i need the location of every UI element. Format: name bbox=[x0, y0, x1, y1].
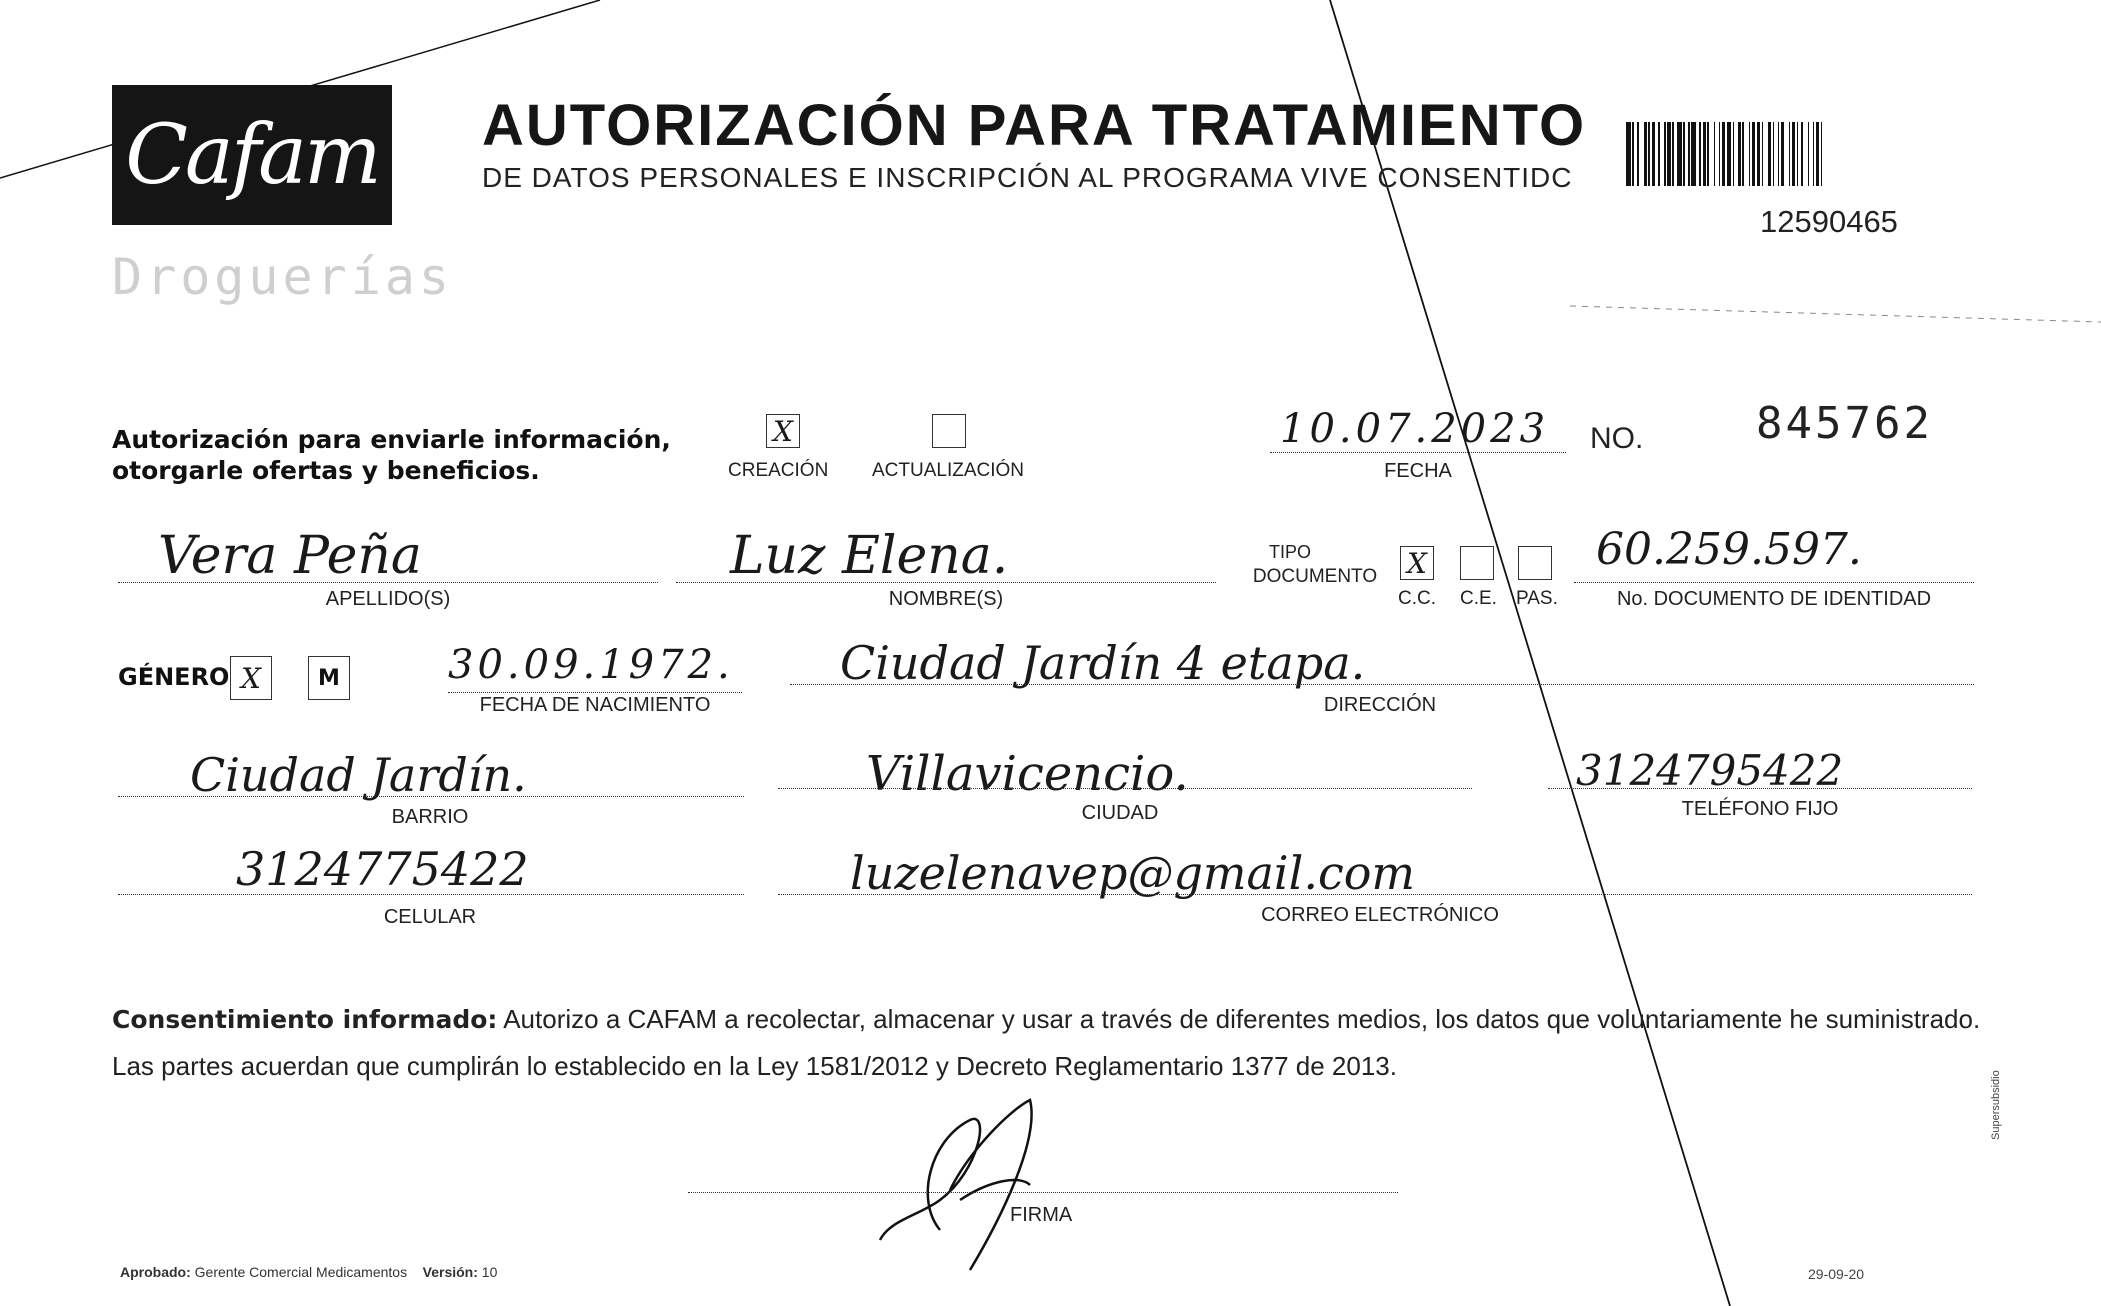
barcode bbox=[1626, 122, 1972, 186]
barcode-number: 12590465 bbox=[1760, 204, 1898, 239]
authorization-label-line2: otorgarle ofertas y beneficios. bbox=[112, 456, 540, 485]
correo-label: CORREO ELECTRÓNICO bbox=[1261, 904, 1499, 926]
ciudad-label: CIUDAD bbox=[1081, 802, 1159, 824]
creacion-mark: X bbox=[773, 414, 793, 448]
nacimiento-label: FECHA DE NACIMIENTO bbox=[479, 694, 711, 716]
ciudad-value[interactable]: Villavicencio. bbox=[866, 746, 1189, 802]
nombres-value[interactable]: Luz Elena. bbox=[730, 526, 1009, 586]
nacimiento-line bbox=[448, 692, 742, 693]
consent-body: Autorizo a CAFAM a recolectar, almacenar y usar a través de diferentes medios, los datos que voluntariamente he suministrado. bbox=[503, 1004, 1981, 1034]
creacion-label: CREACIÓN bbox=[728, 460, 829, 481]
no-label: NO. bbox=[1590, 422, 1644, 455]
page-title: AUTORIZACIÓN PARA TRATAMIENTO bbox=[482, 93, 1587, 158]
nombres-label: NOMBRE(S) bbox=[888, 588, 1004, 610]
actualizacion-checkbox[interactable] bbox=[932, 414, 966, 448]
pas-label: PAS. bbox=[1516, 588, 1558, 609]
authorization-label bbox=[112, 424, 671, 486]
fecha-value[interactable]: 10.07.2023 bbox=[1280, 406, 1550, 452]
celular-label: CELULAR bbox=[383, 906, 477, 928]
consent-text bbox=[112, 996, 1992, 1089]
cc-mark: X bbox=[1407, 546, 1427, 580]
direccion-value[interactable]: Ciudad Jardín 4 etapa. bbox=[840, 636, 1366, 690]
genero-f-mark: X bbox=[241, 661, 261, 695]
direccion-line bbox=[790, 684, 1974, 685]
tipo-documento-label-1: TIPO bbox=[1268, 542, 1311, 562]
consent-bold: Consentimiento informado: bbox=[112, 1005, 498, 1034]
correo-line bbox=[778, 894, 1972, 895]
form-number: 845762 bbox=[1756, 398, 1933, 449]
version-value: 10 bbox=[481, 1264, 498, 1280]
genero-m-checkbox[interactable] bbox=[308, 656, 350, 700]
nombres-line bbox=[676, 582, 1216, 583]
documento-label: No. DOCUMENTO DE IDENTIDAD bbox=[1616, 588, 1932, 610]
barrio-line bbox=[118, 796, 744, 797]
signature-scribble bbox=[820, 1080, 1080, 1280]
apellidos-value[interactable]: Vera Peña bbox=[158, 526, 422, 586]
barrio-value[interactable]: Ciudad Jardín. bbox=[190, 748, 527, 802]
telefono-value[interactable]: 3124795422 bbox=[1576, 746, 1844, 795]
cc-label: C.C. bbox=[1398, 588, 1436, 609]
signature-line bbox=[688, 1192, 1398, 1193]
cc-checkbox[interactable] bbox=[1400, 546, 1434, 580]
celular-line bbox=[118, 894, 744, 895]
creacion-checkbox[interactable] bbox=[766, 414, 800, 448]
ce-checkbox[interactable] bbox=[1460, 546, 1494, 580]
actualizacion-label: ACTUALIZACIÓN bbox=[872, 460, 1025, 481]
barrio-label: BARRIO bbox=[391, 806, 469, 828]
aprobado-label: Aprobado: bbox=[120, 1264, 191, 1280]
cafam-logo: Cafam bbox=[112, 85, 392, 225]
version-label: Versión: bbox=[422, 1264, 478, 1280]
signature-label: FIRMA bbox=[1010, 1204, 1073, 1226]
logo-subtitle: Droguerías bbox=[112, 248, 454, 306]
apellidos-label: APELLIDO(S) bbox=[325, 588, 451, 610]
genero-label: GÉNERO bbox=[118, 663, 230, 691]
page-subtitle: DE DATOS PERSONALES E INSCRIPCIÓN AL PROGRAMA VIVE CONSENTIDC bbox=[482, 162, 1573, 193]
fecha-label: FECHA bbox=[1384, 460, 1452, 482]
fecha-line bbox=[1270, 452, 1566, 453]
telefono-label: TELÉFONO FIJO bbox=[1681, 798, 1839, 820]
footer-side-text: Supersubsidio bbox=[1990, 1070, 2002, 1140]
pas-checkbox[interactable] bbox=[1518, 546, 1552, 580]
celular-value[interactable]: 3124775422 bbox=[236, 842, 529, 896]
barcode-bar bbox=[1822, 122, 1827, 186]
apellidos-line bbox=[118, 582, 658, 583]
documento-line bbox=[1574, 582, 1974, 583]
genero-f-checkbox[interactable] bbox=[230, 656, 272, 700]
footer-date: 29-09-20 bbox=[1808, 1266, 1865, 1282]
documento-value[interactable]: 60.259.597. bbox=[1596, 524, 1862, 575]
authorization-label-line1: Autorización para enviarle información, bbox=[112, 425, 671, 454]
aprobado-value: Gerente Comercial Medicamentos bbox=[194, 1264, 408, 1280]
ciudad-line bbox=[778, 788, 1472, 789]
consent-line1 bbox=[112, 996, 1992, 1043]
consent-line2: Las partes acuerdan que cumplirán lo establecido en la Ley 1581/2012 y Decreto Reglamentario 1377 de 2013. bbox=[112, 1051, 1397, 1081]
correo-value[interactable]: luzelenavep@gmail.com bbox=[850, 846, 1416, 900]
genero-m-label: M bbox=[318, 665, 340, 691]
tipo-documento-label-2: DOCUMENTO bbox=[1252, 566, 1378, 587]
footer-approval bbox=[120, 1264, 497, 1280]
direccion-label: DIRECCIÓN bbox=[1323, 694, 1437, 716]
ce-label: C.E. bbox=[1460, 588, 1497, 609]
telefono-line bbox=[1548, 788, 1972, 789]
nacimiento-value[interactable]: 30.09.1972. bbox=[448, 642, 734, 688]
